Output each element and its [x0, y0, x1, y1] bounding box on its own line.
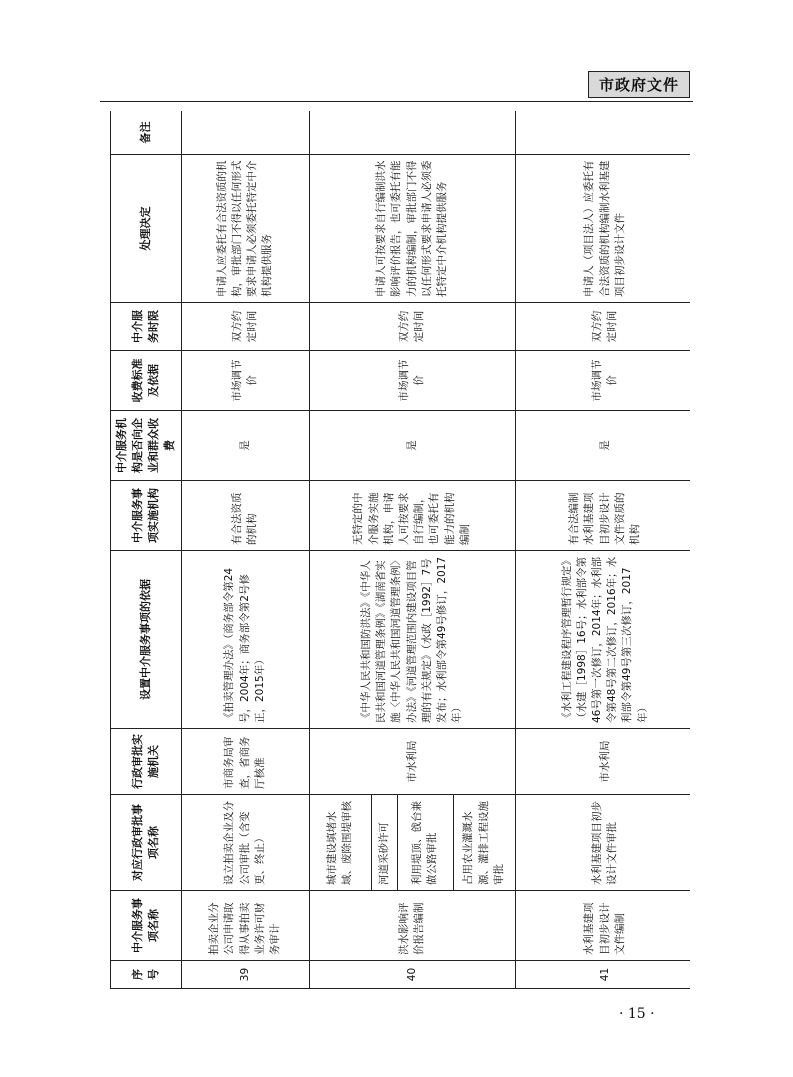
- table-row: [181, 111, 309, 989]
- row-approval: 河道采砂许可: [371, 795, 397, 891]
- col-header-authority: 行政审批实施机关: [111, 729, 182, 795]
- row-no: 41: [515, 961, 690, 989]
- row-remark: [181, 111, 309, 155]
- page-number: · 15 ·: [619, 1006, 655, 1022]
- row-authority: 市商务局审查，省商务厅核准: [181, 729, 309, 795]
- row-service: 水利基建项目初步设计文件编制: [515, 891, 690, 961]
- document-category-badge: 市政府文件: [588, 71, 690, 98]
- row-fee: 是: [181, 411, 309, 481]
- rotated-table-container: [110, 111, 690, 989]
- row-standard: 市场调节价: [515, 351, 690, 411]
- rotated-table-frame: [110, 111, 690, 989]
- row-basis: 《水利工程建设程序管理暂行规定》（水建［1998］16号；水利部令第46号第一次修订，2014年；水利部令第48号第二次修订，2016年；水利部令第49号第三次修订，2017年）: [515, 551, 690, 729]
- row-agency: 有合法编制水利基建项目初步设计文件资质的机构: [515, 481, 690, 551]
- col-header-remark: 备注: [111, 111, 182, 155]
- header-rule: [100, 101, 693, 102]
- row-no: 40: [309, 961, 515, 989]
- row-decision: 申请人（项目法人）应委托有合法资质的机构编制水利基建项目初步设计文件: [515, 155, 690, 303]
- row-remark: [515, 111, 690, 155]
- row-basis: 《中华人民共和国防洪法》《中华人民共和国河道管理条例》《湖南省实施〈中华人民共和国河道管理条例〉办法》《河道管理范围内建设项目管理的有关规定》（水政［1992］7号发布；水利部令第49号修订，2017年）: [309, 551, 515, 729]
- col-header-basis: 设置中介服务事项的依据: [111, 551, 182, 729]
- col-header-standard: 收费标准及依据: [111, 351, 182, 411]
- row-authority: 市水利局: [309, 729, 515, 795]
- row-no: 39: [181, 961, 309, 989]
- col-header-no: 序号: [111, 961, 182, 989]
- row-time: 双方约定时间: [309, 303, 515, 351]
- row-fee: 是: [515, 411, 690, 481]
- table-header-row: [111, 111, 182, 989]
- col-header-fee: 中介服务机构是否向企业和群众收费: [111, 411, 182, 481]
- row-time: 双方约定时间: [181, 303, 309, 351]
- row-fee: 是: [309, 411, 515, 481]
- intermediary-services-table: [110, 111, 690, 989]
- row-service: 拍卖企业分公司申请取得从事拍卖业务许可财务审计: [181, 891, 309, 961]
- row-approval: 设立拍卖企业及分公司审批（含变更、终止）: [181, 795, 309, 891]
- row-approval: 利用堤顶、戗台兼做公路审批: [397, 795, 453, 891]
- row-approval: 水利基建项目初步设计文件审批: [515, 795, 690, 891]
- col-header-decision: 处理决定: [111, 155, 182, 303]
- row-agency: 无特定的中介服务实施机构，申请人可按要求自行编制，也可委托有能力的机构编制: [309, 481, 515, 551]
- row-agency: 有合法资质的机构: [181, 481, 309, 551]
- row-approval: 城市建设填堵水域、废除围堤审核: [309, 795, 371, 891]
- row-standard: 市场调节价: [309, 351, 515, 411]
- row-standard: 市场调节价: [181, 351, 309, 411]
- row-remark: [309, 111, 515, 155]
- row-time: 双方约定时间: [515, 303, 690, 351]
- row-service: 洪水影响评价报告编制: [309, 891, 515, 961]
- table-row: [515, 111, 690, 989]
- row-approval: 占用农业灌溉水源、灌排工程设施审批: [453, 795, 515, 891]
- row-decision: 申请人可按要求自行编制洪水影响评价报告，也可委托有能力的机构编制，审批部门不得以任何形式要求申请人必须委托特定中介机构提供服务: [309, 155, 515, 303]
- col-header-time: 中介服务时限: [111, 303, 182, 351]
- row-authority: 市水利局: [515, 729, 690, 795]
- row-decision: 申请人应委托有合法资质的机构，审批部门不得以任何形式要求申请人必须委托特定中介机构提供服务: [181, 155, 309, 303]
- col-header-approval: 对应行政审批事项名称: [111, 795, 182, 891]
- col-header-agency: 中介服务事项实施机构: [111, 481, 182, 551]
- table-row: [309, 111, 371, 989]
- row-basis: 《拍卖管理办法》（商务部令第24号，2004年；商务部令第2号修正，2015年）: [181, 551, 309, 729]
- col-header-service: 中介服务事项名称: [111, 891, 182, 961]
